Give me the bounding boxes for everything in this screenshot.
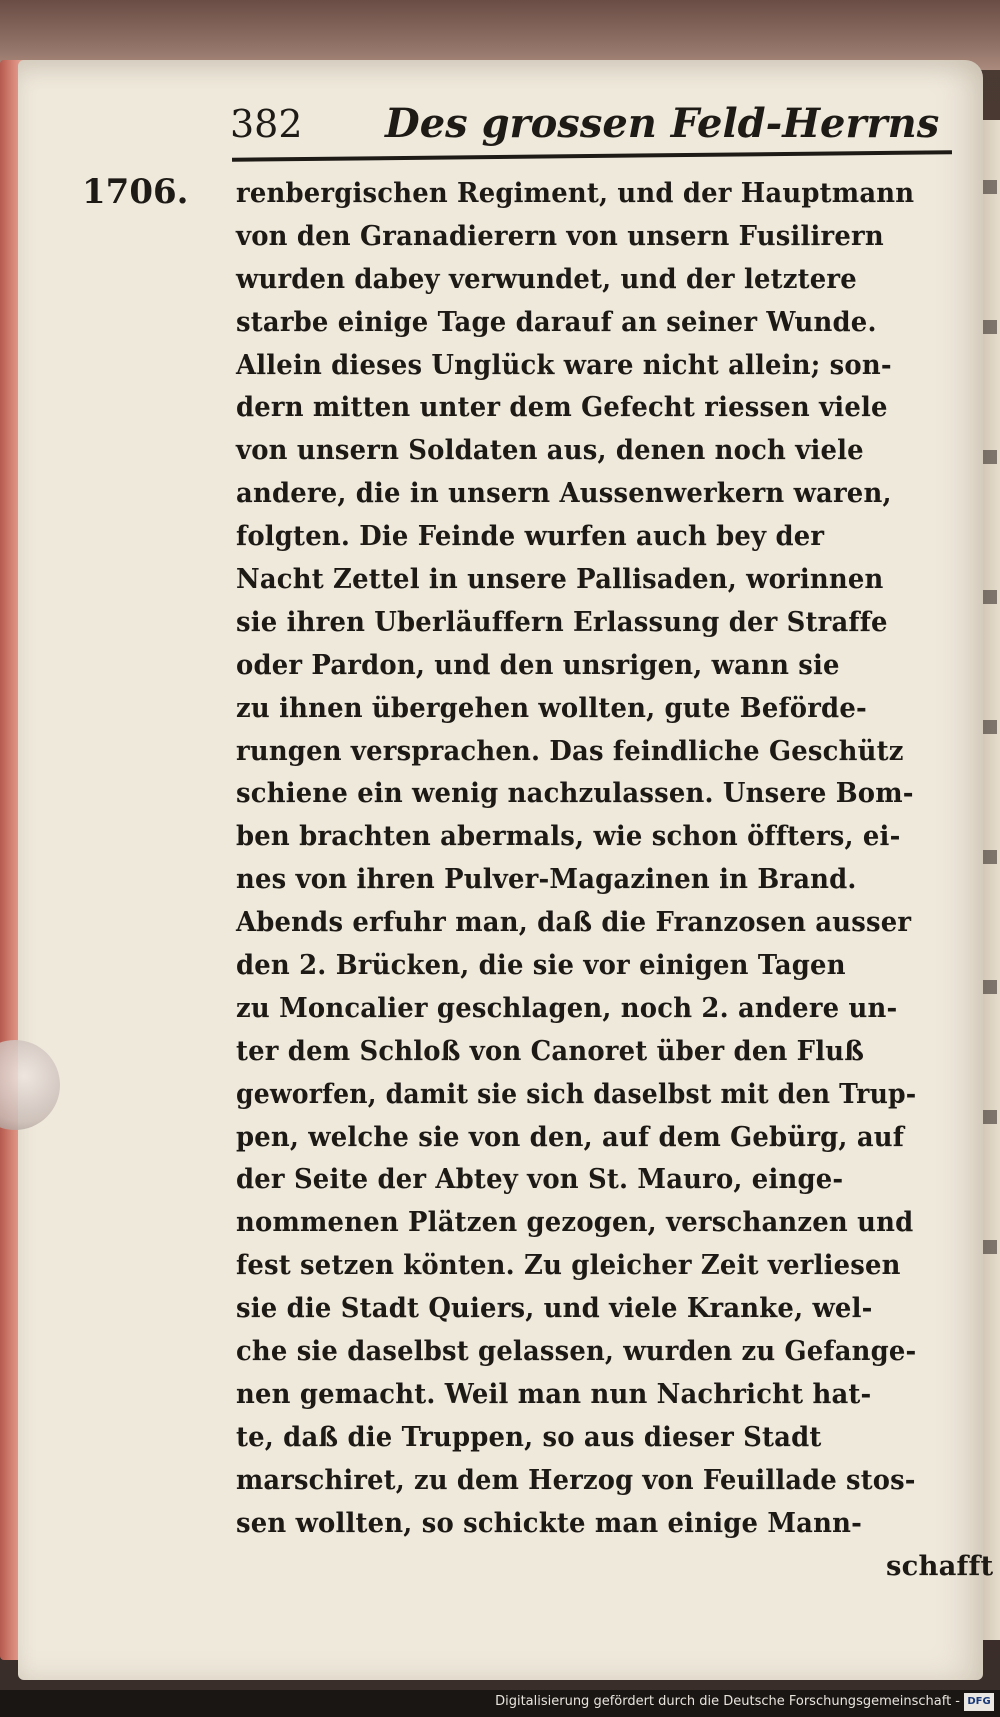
text-line: von unsern Soldaten aus, denen noch viele [236, 434, 864, 467]
text-line: sie ihren Uberläuffern Erlassung der Straffe [236, 605, 888, 638]
text-line: Nacht Zettel in unsere Pallisaden, worinnen [236, 563, 884, 596]
text-line: che sie daselbst gelassen, wurden zu Gefange- [236, 1335, 917, 1368]
text-line: renbergischen Regiment, und der Hauptmann [236, 177, 915, 209]
page-header [230, 100, 950, 148]
text-line: zu Moncalier geschlagen, noch 2. andere un- [236, 991, 898, 1024]
footer-credit: Digitalisierung gefördert durch die Deutsche Forschungsgemeinschaft - [495, 1694, 960, 1709]
digitization-footer [0, 1690, 1000, 1717]
text-line: schiene ein wenig nachzulassen. Unsere Bom- [236, 777, 914, 810]
text-line: ter dem Schloß von Canoret über den Fluß [236, 1034, 865, 1067]
text-line: nes von ihren Pulver-Magazinen in Brand. [236, 863, 857, 896]
body-text [236, 172, 994, 1587]
text-line: nommenen Plätzen gezogen, verschanzen und [236, 1206, 914, 1239]
page-number: 382 [230, 102, 303, 146]
catchword: schafft [886, 1549, 994, 1582]
text-line: oder Pardon, und den unsrigen, wann sie [236, 648, 840, 681]
text-line: folgten. Die Feinde wurfen auch bey der [236, 520, 825, 553]
text-line: Allein dieses Unglück ware nicht allein; son- [236, 348, 892, 381]
text-line: marschiret, zu dem Herzog von Feuillade stos- [236, 1463, 916, 1496]
text-line: fest setzen könten. Zu gleicher Zeit verliesen [236, 1249, 901, 1282]
text-line: starbe einige Tage darauf an seiner Wunde. [236, 305, 877, 338]
text-line: von den Granadierern von unsern Fusilirern [236, 219, 884, 252]
text-line: der Seite der Abtey von St. Mauro, einge- [236, 1163, 844, 1196]
text-line: nen gemacht. Weil man nun Nachricht hat- [236, 1377, 872, 1410]
text-line: wurden dabey verwundet, und der letztere [236, 262, 857, 295]
margin-year: 1706. [82, 172, 189, 212]
text-line: sen wollten, so schickte man einige Mann- [236, 1506, 863, 1539]
text-line: rungen versprachen. Das feindliche Geschütz [236, 734, 904, 767]
text-line: den 2. Brücken, die sie vor einigen Tagen [236, 949, 846, 982]
text-line: pen, welche sie von den, auf dem Gebürg, auf [236, 1120, 905, 1153]
text-line: sie die Stadt Quiers, und viele Kranke, wel- [236, 1292, 873, 1325]
text-line: andere, die in unsern Aussenwerkern waren, [236, 477, 892, 510]
text-line: Abends erfuhr man, daß die Franzosen ausser [236, 906, 912, 939]
text-line: geworfen, damit sie sich daselbst mit den Trup- [236, 1077, 917, 1110]
text-line: ben brachten abermals, wie schon öffters, ei- [236, 820, 901, 853]
text-line: zu ihnen übergehen wollten, gute Beförde- [236, 691, 867, 724]
running-title: Des grossen Feld-Herrns [385, 100, 940, 147]
text-line: te, daß die Truppen, so aus dieser Stadt [236, 1420, 822, 1453]
text-line: dern mitten unter dem Gefecht riessen viele [236, 391, 888, 424]
dfg-logo[interactable]: DFG [964, 1693, 994, 1711]
